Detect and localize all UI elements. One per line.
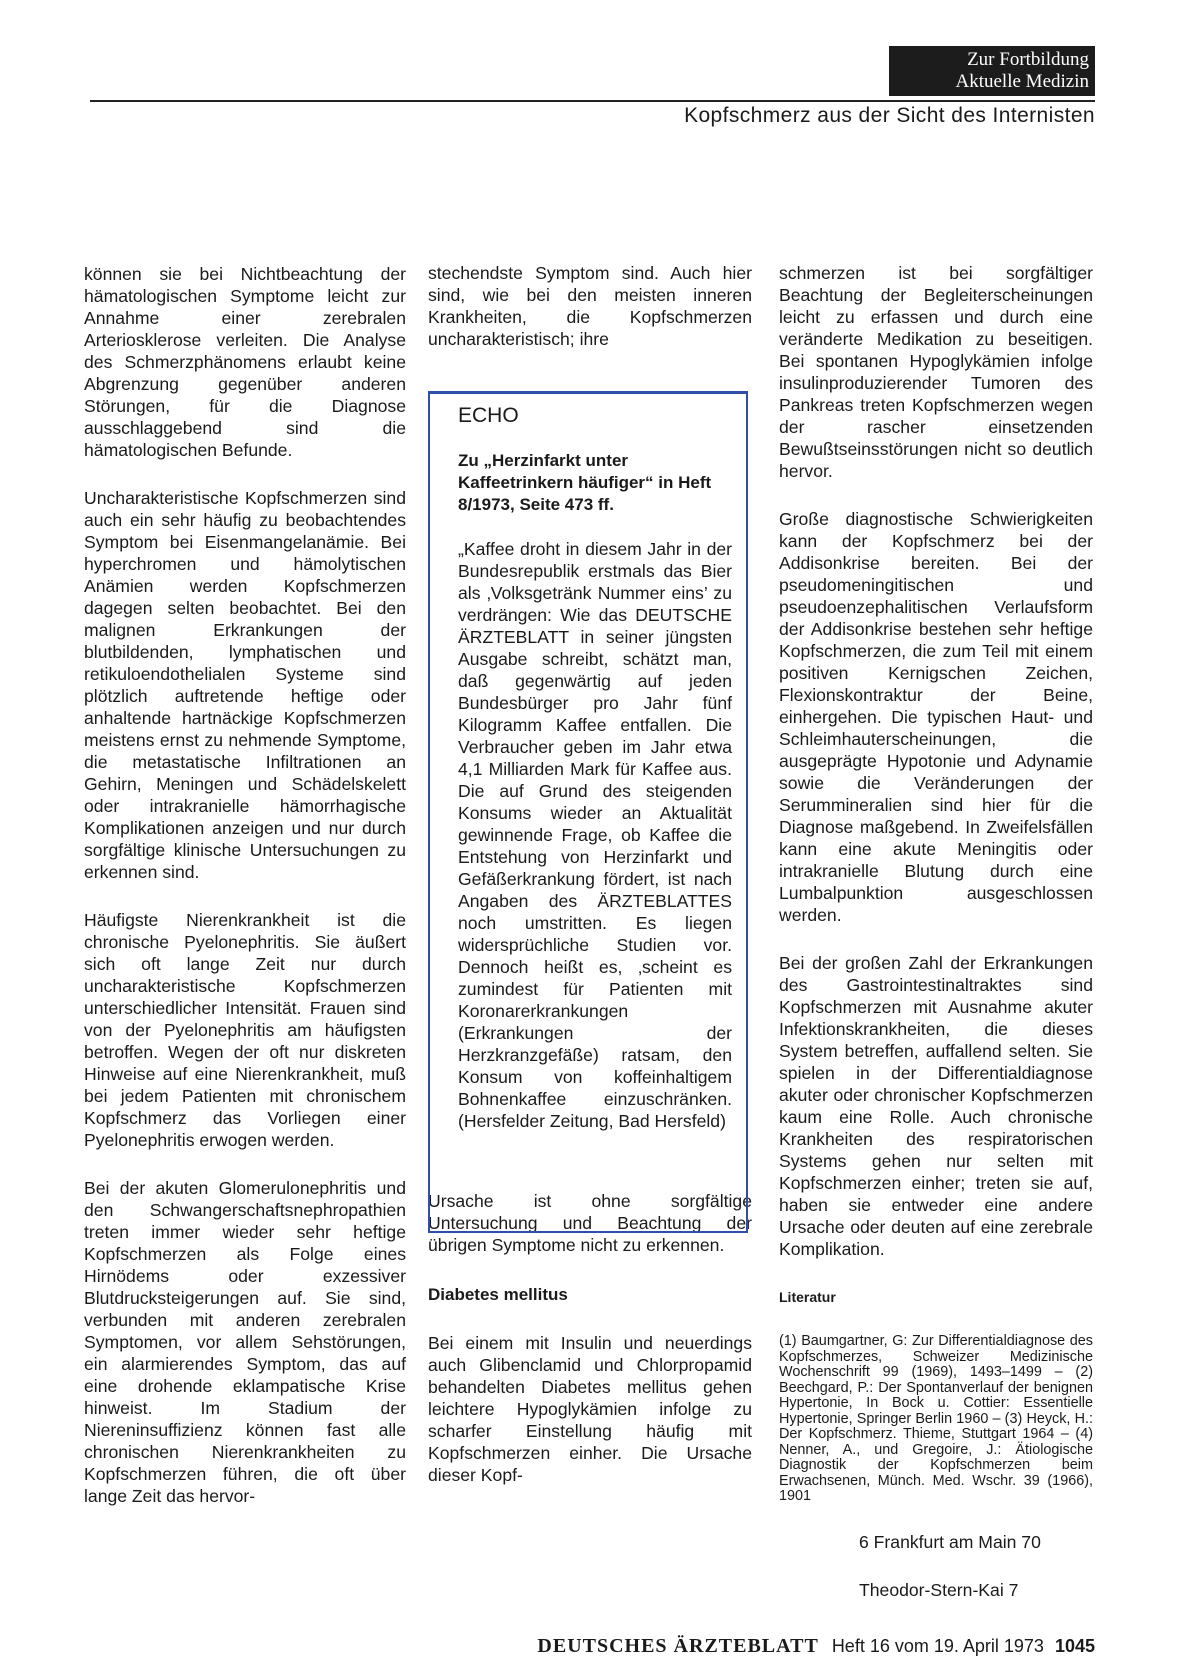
address-line-1: 6 Frankfurt am Main 70: [859, 1531, 1041, 1552]
section-label-line1: Zur Fortbildung: [967, 49, 1089, 70]
echo-headline: Zu „Herzinfarkt unter Kaffeetrinkern häufiger“ in Heft 8/1973, Seite 473 ff.: [458, 451, 712, 514]
header-rule: [90, 100, 1095, 102]
col3-paragraph-3: Bei der großen Zahl der Erkrankungen des Gastrointestinaltraktes sind Kopfschmerzen mit Ausnahme akuter Infektionskrankheiten, die dieses System betreffen, auffallend selten. Sie spielen in der Differentialdiagnose akuter oder chronischer Kopfschmerzen kaum eine Rolle. Auch chronische Krankheiten des respiratorischen Systems gehen nur selten mit Kopfschmerzen einher; treten sie auf, haben sie entweder eine andere Ursache oder deuten auf eine zerebrale Komplikation.: [779, 953, 1093, 1259]
echo-title: ECHO: [458, 404, 519, 427]
column-3: [779, 262, 1093, 1627]
footer-masthead: DEUTSCHES ÄRZTEBLATT: [537, 1635, 819, 1657]
echo-box: [428, 391, 748, 1233]
col1-paragraph-2: Uncharakteristische Kopfschmerzen sind auch ein sehr häufig zu beobachtendes Symptom bei Eisenmangelanämie. Bei hyperchromen und hämolytischen Anämien werden Kopfschmerzen dagegen selten beobachtet. Bei den malignen Erkrankungen der blutbildenden, lymphatischen und retikuloendothelialen Systeme sind plötzlich auftretende heftige oder anhaltende hartnäckige Kopfschmerzen meistens ernst zu nehmende Symptome, die metastatische Infiltrationen an Gehirn, Meningen und Schädelskelett oder intrakranielle hämorrhagische Komplikationen anzeigen und nur durch sorgfältige klinische Untersuchungen zu erkennen sind.: [84, 488, 406, 882]
page-number: 1045: [1054, 1636, 1095, 1656]
address-line-2: Theodor-Stern-Kai 7: [859, 1579, 1019, 1600]
col1-paragraph-1: können sie bei Nichtbeachtung der hämatologischen Symptome leicht zur Annahme einer zerebralen Arteriosklerose verleiten. Die Analyse des Schmerzphänomens erlaubt keine Abgrenzung gegenüber anderen Störungen, für die Diagnose ausschlaggebend sind die hämatologischen Befunde.: [84, 264, 406, 460]
page-footer: [537, 1635, 1095, 1658]
literature-heading: Literatur: [779, 1289, 836, 1305]
col2-paragraph-3: Bei einem mit Insulin und neuerdings auch Glibenclamid und Chlorpropamid behandelten Diabetes mellitus gehen leichtere Hypoglykämien infolge zu scharfer Einstellung häufig mit Kopfschmerzen einher. Die Ursache dieser Kopf-: [428, 1333, 752, 1485]
col2-paragraph-1: stechendste Symptom sind. Auch hier sind, wie bei den meisten inneren Krankheiten, die Kopfschmerzen uncharakteristisch; ihre: [428, 263, 752, 349]
col1-paragraph-3: Häufigste Nierenkrankheit ist die chronische Pyelonephritis. Sie äußert sich oft lange Zeit nur durch uncharakteristische Kopfschmerzen unterschiedlicher Intensität. Frauen sind von der Pyelonephritis am häufigsten betroffen. Wegen der oft nur diskreten Hinweise auf eine Nierenkrankheit, muß bei jedem Patienten mit chronischem Kopfschmerz das Vorliegen einer Pyelonephritis erwogen werden.: [84, 910, 406, 1150]
col2-paragraph-2: Ursache ist ohne sorgfältige Untersuchung und Beachtung der übrigen Symptome nicht zu erkennen.: [428, 1191, 752, 1255]
echo-body: „Kaffee droht in diesem Jahr in der Bundesrepublik erstmals das Bier als ‚Volksgetränk Nummer eins’ zu verdrängen: Wie das DEUTSCHE ÄRZTEBLATT in seiner jüngsten Ausgabe schreibt, schätzt man, daß gegenwärtig auf jeden Bundesbürger pro Jahr fünf Kilogramm Kaffee entfallen. Die Verbraucher geben im Jahr etwa 4,1 Milliarden Mark für Kaffee aus. Die auf Grund des steigenden Konsums wieder an Aktualität gewinnende Frage, ob Kaffee die Entstehung von Herzinfarkt und Gefäßerkrankung fördert, ist nach Angaben des ÄRZTEBLATTES noch umstritten. Es liegen widersprüchliche Studien vor. Dennoch heißt es, ‚scheint es zumindest für Patienten mit Koronarerkrankungen (Erkrankungen der Herzkranzgefäße) ratsam, den Konsum von koffeinhaltigem Bohnenkaffee einzuschränken. (Hersfelder Zeitung, Bad Hersfeld): [458, 539, 732, 1131]
section-label: [889, 46, 1095, 96]
diabetes-heading: Diabetes mellitus: [428, 1285, 568, 1304]
footer-issue: Heft 16 vom 19. April 1973: [831, 1636, 1044, 1656]
col1-paragraph-4: Bei der akuten Glomerulonephritis und den Schwangerschaftsnephropathien treten immer wieder sehr heftige Kopfschmerzen als Folge eines Hirnödems oder exzessiver Blutdrucksteigerungen auf. Sie sind, verbunden mit anderen zerebralen Symptomen, vor allem Sehstörungen, ein alarmierendes Symptom, das auf eine drohende eklampatische Krise hinweist. Im Stadium der Niereninsuffizienz können fast alle chronischen Nierenkrankheiten zu Kopfschmerzen führen, die oft über lange Zeit das hervor-: [84, 1178, 406, 1506]
column-1: [84, 263, 406, 1533]
col3-paragraph-2: Große diagnostische Schwierigkeiten kann der Kopfschmerz bei der Addisonkrise bereiten. Bei der pseudomeningitischen und pseudoenzephalitischen Verlaufsform der Addisonkrise bestehen sehr heftige Kopfschmerzen, die zum Teil mit einem positiven Kernigschen Zeichen, Flexionskontraktur der Beine, einhergehen. Die typischen Haut- und Schleimhauterscheinungen, die ausgeprägte Hypotonie und Adynamie sowie die Veränderungen der Serummineralien sind hier für die Diagnose maßgebend. In Zweifelsfällen kann eine akute Meningitis oder intrakranielle Blutung durch eine Lumbalpunktion ausgeschlossen werden.: [779, 509, 1093, 925]
running-title: Kopfschmerz aus der Sicht des Internisten: [684, 104, 1095, 127]
section-label-line2: Aktuelle Medizin: [955, 71, 1089, 92]
literature-list: (1) Baumgartner, G: Zur Differentialdiagnose des Kopfschmerzes, Schweizer Medizinische Wochenschrift 99 (1969), 1493–1499 – (2) Beechgard, P.: Der Spontanverlauf der benignen Hypertonie, In Bock u. Cottier: Essentielle Hypertonie, Springer Berlin 1960 – (3) Heyck, H.: Der Kopfschmerz. Thieme, Stuttgart 1964 – (4) Nenner, A., und Gregoire, J.: Ätiologische Diagnostik der Kopfschmerzen beim Erwachsenen, Münch. Med. Wschr. 39 (1966), 1901: [779, 1333, 1093, 1504]
col3-paragraph-1: schmerzen ist bei sorgfältiger Beachtung der Begleiterscheinungen leicht zu erfassen und durch eine veränderte Medikation zu beseitigen. Bei spontanen Hypoglykämien infolge insulinproduzierender Tumoren des Pankreas treten Kopfschmerzen wegen der rascher einsetzenden Bewußtseinsstörungen nicht so deutlich hervor.: [779, 263, 1093, 481]
